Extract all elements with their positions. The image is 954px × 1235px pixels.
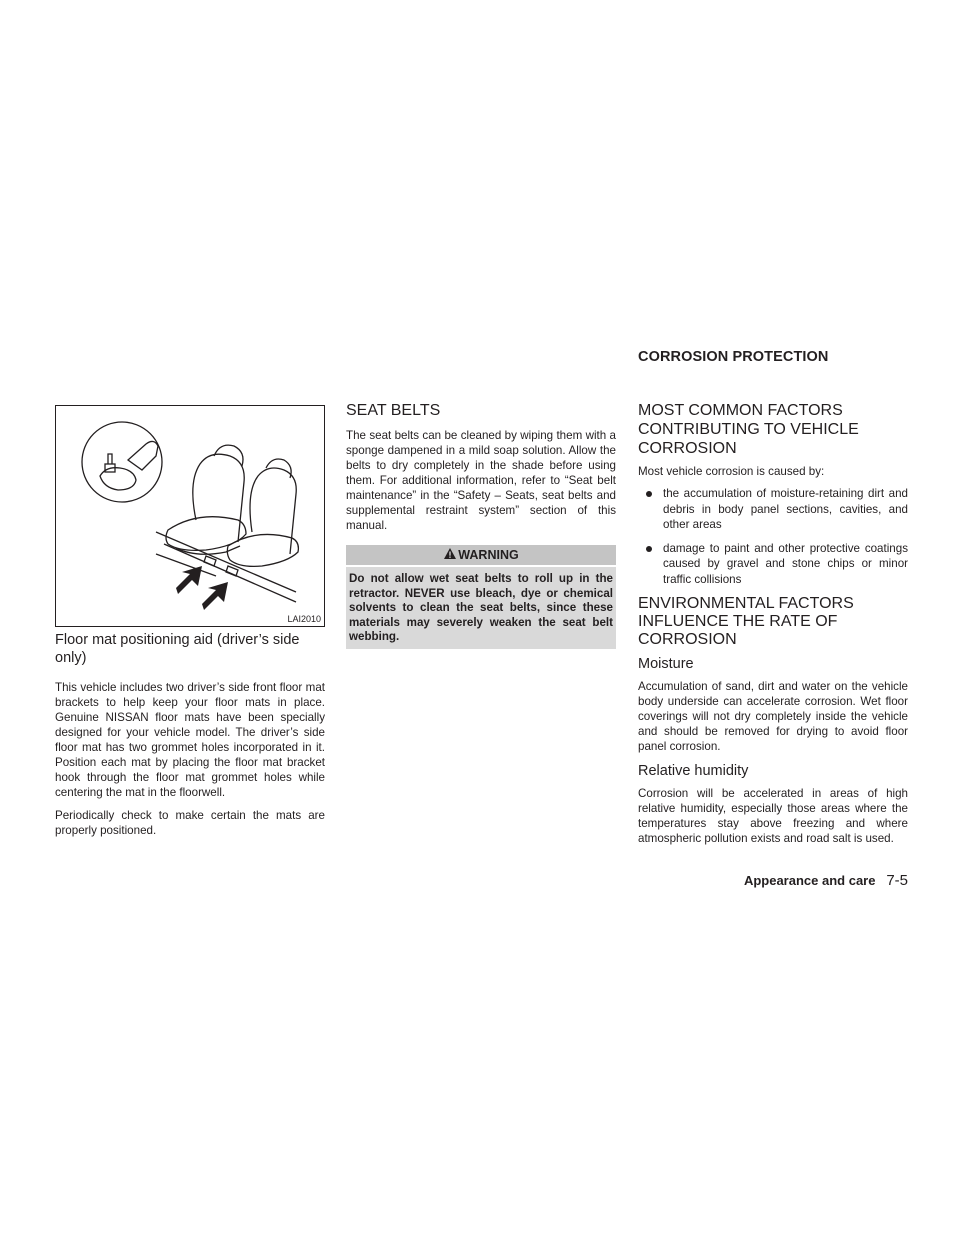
bullet-icon: [646, 546, 652, 552]
section-title: CORROSION PROTECTION: [638, 349, 829, 365]
seat-belts-heading: SEAT BELTS: [346, 402, 441, 419]
common-factors-heading: MOST COMMON FACTORS CONTRIBUTING TO VEHICLE CORROSION: [638, 402, 859, 457]
relative-humidity-paragraph: Corrosion will be accelerated in areas of high relative humidity, especially those areas where the temperatures stay above freezing and where atmospheric pollution exists and road salt is used.: [638, 787, 908, 845]
environmental-factors-heading: ENVIRONMENTAL FACTORS INFLUENCE THE RATE OF CORROSION: [638, 595, 854, 648]
bullet-icon: [646, 491, 652, 497]
page-footer: [600, 872, 908, 889]
warning-header: [346, 545, 616, 567]
warning-title: WARNING: [458, 548, 519, 562]
moisture-heading: Moisture: [638, 656, 694, 672]
warning-triangle-icon: [443, 547, 457, 560]
moisture-paragraph: Accumulation of sand, dirt and water on the vehicle body underside can accelerate corrosion. Wet floor coverings will not dry completely inside the vehicle and should be removed for drying to avoid floor panel corrosion.: [638, 680, 908, 753]
figure-code: LAI2010: [287, 614, 321, 624]
left-column: [55, 631, 325, 846]
corrosion-causes-list: [638, 486, 908, 587]
common-factors-intro: Most vehicle corrosion is caused by:: [638, 465, 825, 478]
warning-text: Do not allow wet seat belts to roll up in the retractor. NEVER use bleach, dye or chemical solvents to clean the seat belts, since these materials may severely weaken the seat belt webbing.: [349, 572, 613, 644]
list-item: damage to paint and other protective coatings caused by gravel and stone chips or minor traffic collisions: [638, 541, 908, 588]
middle-column: [346, 401, 616, 649]
list-item: the accumulation of moisture-retaining dirt and debris in body panel sections, cavities, and other areas: [638, 486, 908, 533]
floor-mat-figure: [55, 405, 325, 627]
page-number: 7-5: [886, 872, 908, 889]
seat-floor-mat-illustration: [56, 406, 324, 626]
warning-box: [346, 545, 616, 649]
relative-humidity-heading: Relative humidity: [638, 763, 749, 779]
seat-belts-paragraph: The seat belts can be cleaned by wiping them with a sponge dampened in a mild soap solution. Allow the belts to dry completely in the shade before using them. For additional information, refer to “Seat belt maintenance” in the “Safety – Seats, seat belts and supplemental restraint system” section of this manual.: [346, 429, 616, 532]
floor-mat-paragraph-2: Periodically check to make certain the mats are properly positioned.: [55, 809, 325, 837]
floor-mat-paragraph-1: This vehicle includes two driver’s side front floor mat brackets to help keep your floor mats in place. Genuine NISSAN floor mats have been specially designed for your vehicle model. The driver’s side floor mat has two grommet holes incorporated in it. Position each mat by placing the floor mat bracket hook through the floor mat grommet holes while centering the mat in the floorwell.: [55, 681, 325, 799]
footer-section-name: Appearance and care: [743, 873, 876, 888]
floor-mat-heading: Floor mat positioning aid (driver’s side only): [55, 632, 300, 666]
right-column: [638, 401, 908, 854]
